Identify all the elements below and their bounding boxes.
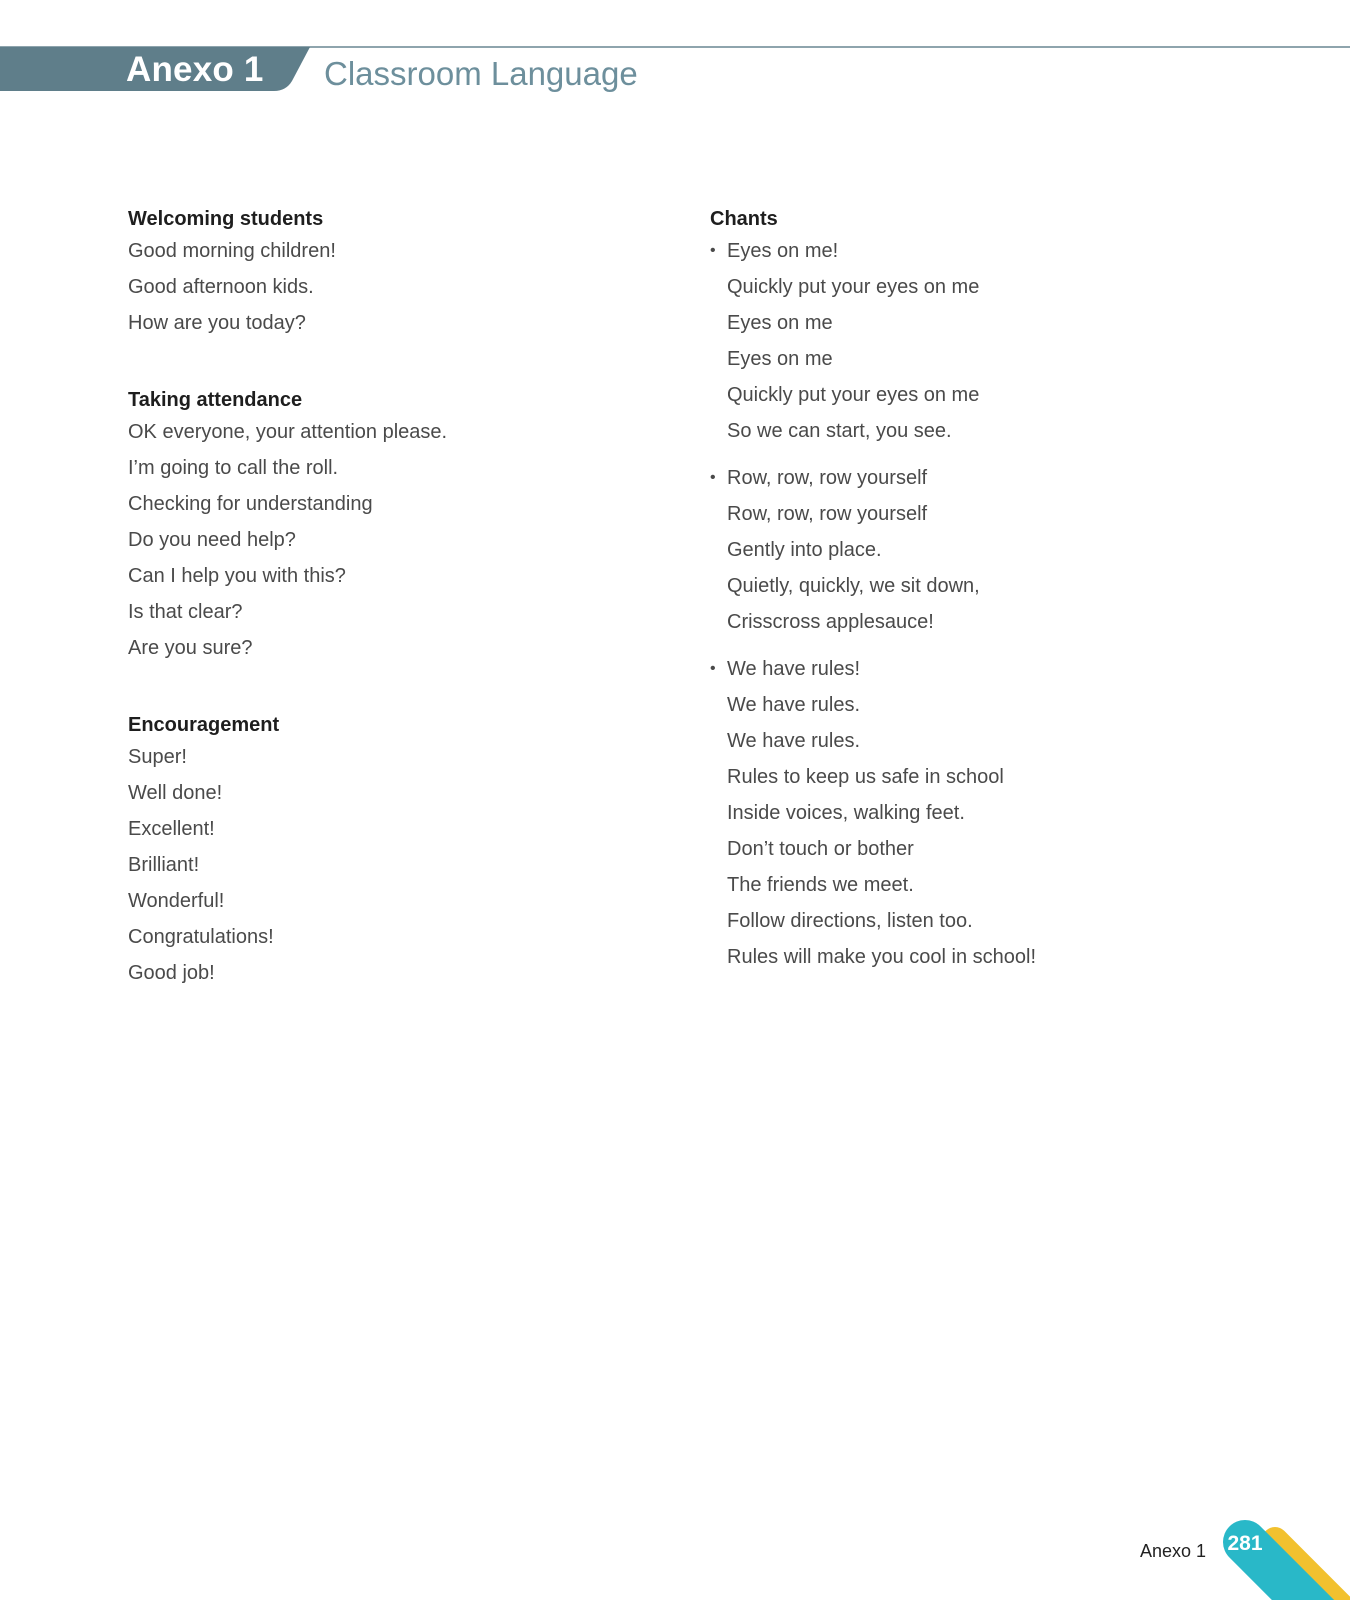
chant-line: Quickly put your eyes on me [727,276,980,298]
bullet-icon: • [710,242,716,259]
section-taking-attendance [128,387,648,666]
chant-line: We have rules! [727,658,861,680]
annex-label: Anexo 1 [126,50,264,89]
section-title: Welcoming students [128,208,324,230]
section-title: Encouragement [128,714,280,736]
chant [710,651,1270,975]
chant-line: The friends we meet. [727,874,914,896]
chant-line: We have rules. [727,694,861,716]
section-encouragement [128,712,648,991]
chant-line: Row, row, row yourself [727,503,928,525]
phrase: Super! [128,746,187,768]
bullet-icon: • [710,469,716,486]
chant-line: Quietly, quickly, we sit down, [727,575,980,597]
chant-line: We have rules. [727,730,861,752]
chant-line: Inside voices, walking feet. [727,802,965,824]
section-title: Taking attendance [128,389,303,411]
phrase: Brilliant! [128,854,200,876]
chant-line: Eyes on me [727,348,833,370]
chant-line: Row, row, row yourself [727,467,928,489]
section-welcoming-students [128,206,648,341]
page-number: 281 [1227,1532,1263,1555]
page-title: Classroom Language [324,55,638,92]
phrase: Do you need help? [128,529,296,551]
phrase: Well done! [128,782,223,804]
footer-annex-label: Anexo 1 [1140,1541,1207,1561]
phrase: Excellent! [128,818,215,840]
phrase: Good afternoon kids. [128,276,314,298]
chant-line: Crisscross applesauce! [727,611,934,633]
chant-line: Don’t touch or bother [727,838,914,860]
phrase: Is that clear? [128,601,243,623]
right-column [710,200,1270,986]
chant [710,460,1270,640]
phrase: I’m going to call the roll. [128,457,339,479]
phrase: Are you sure? [128,637,253,659]
chant-line: Rules will make you cool in school! [727,946,1037,968]
phrase: Good job! [128,962,215,984]
left-column [128,200,648,1037]
chant [710,233,1270,449]
phrase: Congratulations! [128,926,274,948]
phrase: Checking for understanding [128,493,373,515]
phrase: OK everyone, your attention please. [128,421,448,443]
section-title: Chants [710,208,778,230]
phrase: Good morning children! [128,240,336,262]
chant-line: Rules to keep us safe in school [727,766,1004,788]
chant-line: Eyes on me [727,312,833,334]
phrase: Can I help you with this? [128,565,346,587]
chant-line: So we can start, you see. [727,420,952,442]
bullet-icon: • [710,660,716,677]
chant-line: Quickly put your eyes on me [727,384,980,406]
phrase: How are you today? [128,312,306,334]
chant-line: Gently into place. [727,539,882,561]
phrase: Wonderful! [128,890,225,912]
chant-line: Follow directions, listen too. [727,910,973,932]
chant-line: Eyes on me! [727,240,839,262]
